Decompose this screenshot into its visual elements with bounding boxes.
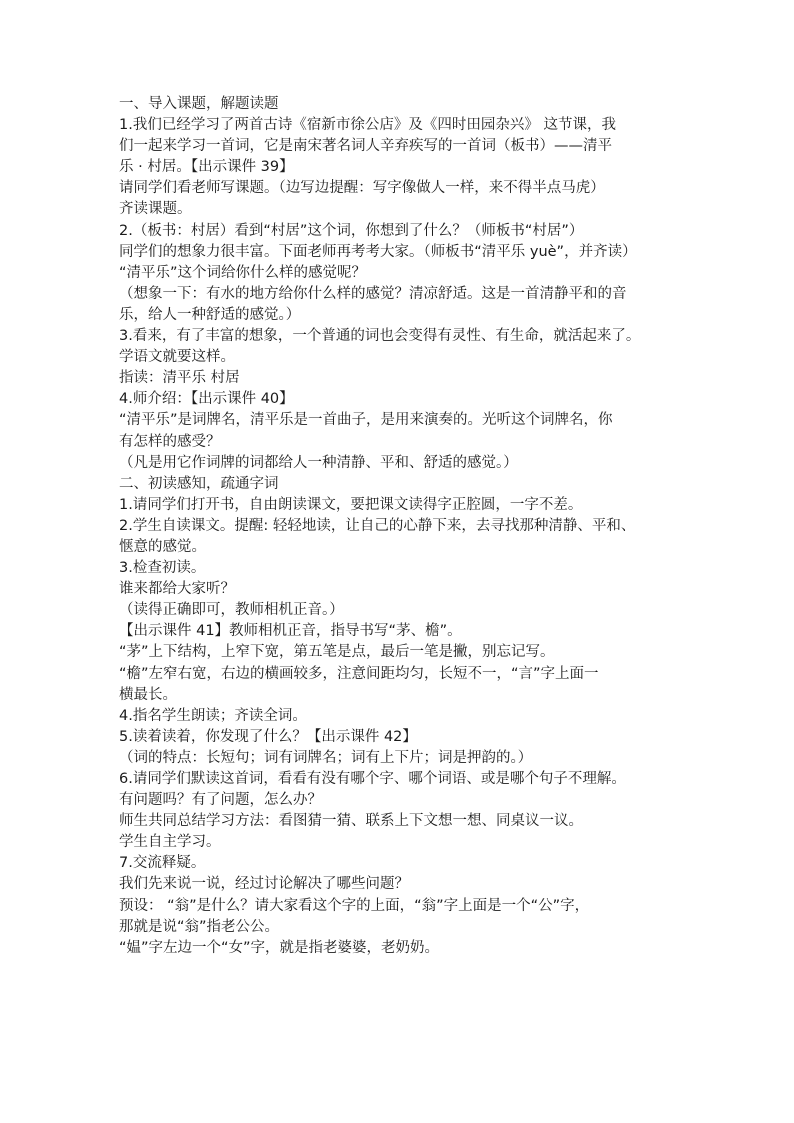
paragraph-line: 预设： “翁”是什么？请大家看这个字的上面，“翁”字上面是一个“公”字， bbox=[119, 897, 590, 914]
paragraph-line: 7.交流释疑。 bbox=[119, 855, 206, 872]
paragraph-line: 同学们的想象力很丰富。下面老师再考考大家。（师板书“清平乐 yuè”，并齐读） bbox=[119, 243, 637, 260]
document-body bbox=[119, 94, 679, 959]
paragraph-line: 齐读课题。 bbox=[119, 201, 192, 218]
paragraph-line: 有怎样的感受？ bbox=[119, 433, 221, 450]
paragraph-line: 谁来都给大家听？ bbox=[119, 581, 235, 598]
section-heading-1: 一、导入课题，解题读题 bbox=[119, 96, 279, 112]
paragraph-line: （想象一下：有水的地方给你什么样的感觉？清凉舒适。这是一首清静平和的音 bbox=[119, 285, 627, 302]
paragraph-line: “茅”上下结构，上窄下宽，第五笔是点，最后一笔是撇，别忘记写。 bbox=[119, 644, 555, 661]
paragraph-line: 1.我们已经学习了两首古诗《宿新市徐公店》及《四时田园杂兴》 这节课，我 bbox=[119, 117, 616, 134]
paragraph-line: 3.检查初读。 bbox=[119, 560, 206, 577]
paragraph-line: 【出示课件 41】教师相机正音，指导书写“茅、檐”。 bbox=[119, 623, 462, 640]
paragraph-line: 们一起来学习一首词，它是南宋著名词人辛弃疾写的一首词（板书）——清平 bbox=[119, 138, 612, 155]
paragraph-line: 我们先来说一说，经过讨论解决了哪些问题？ bbox=[119, 876, 409, 893]
paragraph-line: 师生共同总结学习方法：看图猜一猜、联系上下文想一想、同桌议一议。 bbox=[119, 813, 583, 830]
paragraph-line: 指读：清平乐 村居 bbox=[119, 370, 240, 387]
paragraph-line: 横最长。 bbox=[119, 686, 177, 703]
paragraph-line: 学语文就要这样。 bbox=[119, 349, 235, 366]
paragraph-line: 3.看来，有了丰富的想象，一个普通的词也会变得有灵性、有生命，就活起来了。 bbox=[119, 328, 641, 345]
paragraph-line: 2.（板书：村居）看到“村居”这个词，你想到了什么？（师板书“村居”） bbox=[119, 222, 584, 239]
paragraph-line: 5.读着读着，你发现了什么？【出示课件 42】 bbox=[119, 728, 417, 745]
paragraph-line: “檐”左窄右宽，右边的横画较多，注意间距均匀，长短不一，“言”字上面一 bbox=[119, 665, 599, 682]
paragraph-line: 4.师介绍：【出示课件 40】 bbox=[119, 391, 294, 408]
paragraph-line: 2.学生自读课文。提醒: 轻轻地读，让自己的心静下来，去寻找那种清静、平和、 bbox=[119, 517, 636, 534]
paragraph-line: （词的特点：长短句；词有词牌名；词有上下片；词是押韵的。） bbox=[119, 749, 533, 766]
paragraph-line: 惬意的感觉。 bbox=[119, 538, 206, 555]
paragraph-line: 有问题吗？有了问题，怎么办？ bbox=[119, 792, 322, 809]
paragraph-line: 1.请同学们打开书，自由朗读课文，要把课文读得字正腔圆，一字不差。 bbox=[119, 496, 583, 513]
paragraph-line: 乐 · 村居。【出示课件 39】 bbox=[119, 159, 294, 176]
paragraph-line: （凡是用它作词牌的词都给人一种清静、平和、舒适的感觉。） bbox=[119, 454, 518, 471]
paragraph-line: “清平乐”是词牌名，清平乐是一首曲子，是用来演奏的。光听这个词牌名，你 bbox=[119, 412, 613, 429]
paragraph-line: 学生自主学习。 bbox=[119, 834, 221, 851]
paragraph-line: “媪”字左边一个“女”字，就是指老婆婆，老奶奶。 bbox=[119, 939, 440, 956]
section-heading-2: 二、初读感知，疏通字词 bbox=[119, 475, 279, 492]
paragraph-line: 那就是说“翁”指老公公。 bbox=[119, 918, 280, 935]
paragraph-line: （读得正确即可，教师相机正音。） bbox=[119, 602, 344, 619]
paragraph-line: 请同学们看老师写课题。（边写边提醒：写字像做人一样，来不得半点马虎） bbox=[119, 180, 605, 197]
paragraph-line: “清平乐”这个词给你什么样的感觉呢？ bbox=[119, 264, 367, 281]
paragraph-line: 乐，给人一种舒适的感觉。） bbox=[119, 306, 301, 323]
paragraph-line: 4.指名学生朗读；齐读全词。 bbox=[119, 707, 307, 724]
paragraph-line: 6.请同学们默读这首词，看看有没有哪个字、哪个词语、或是哪个句子不理解。 bbox=[119, 771, 626, 787]
